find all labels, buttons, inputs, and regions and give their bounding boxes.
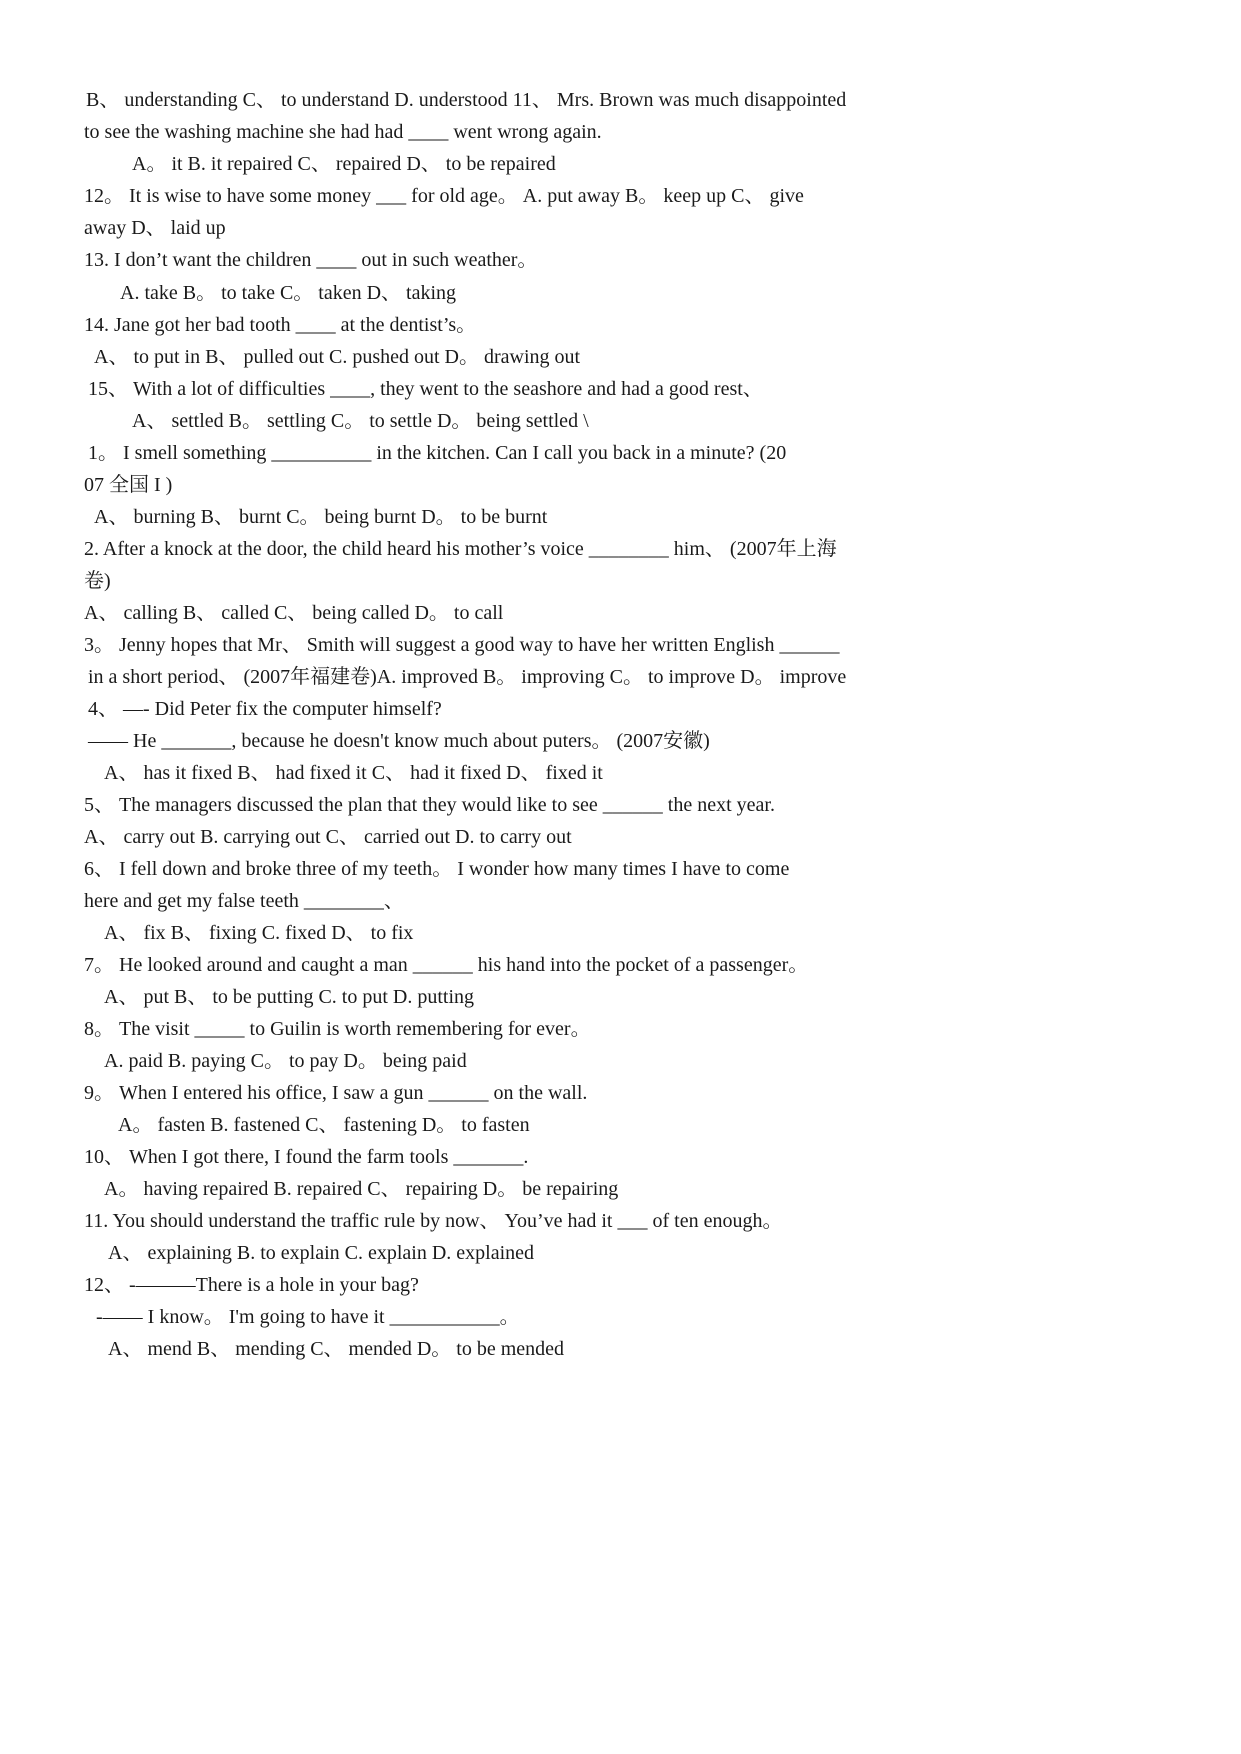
text-line: here and get my false teeth ________、 xyxy=(84,890,404,912)
question-line: 10、 When I got there, I found the farm tools _______. xyxy=(84,1146,529,1168)
question-line: 14. Jane got her bad tooth ____ at the dentist’s。 xyxy=(84,314,477,336)
options-line: A。 it B. it repaired C、 repaired D、 to be repaired xyxy=(132,153,556,175)
question-line: 9。 When I entered his office, I saw a gun ______ on the wall. xyxy=(84,1082,588,1104)
options-line: A、 calling B、 called C、 being called D。 to call xyxy=(84,602,504,624)
question-line: 15、 With a lot of difficulties ____, they went to the seashore and had a good rest、 xyxy=(88,378,763,400)
options-line: A. paid B. paying C。 to pay D。 being paid xyxy=(104,1050,467,1072)
options-line: A、 mend B、 mending C、 mended D。 to be mended xyxy=(108,1338,565,1360)
text-line: 卷) xyxy=(84,570,111,592)
question-line: 11. You should understand the traffic rule by now、 You’ve had it ___ of ten enough。 xyxy=(84,1210,783,1232)
question-line: 8。 The visit _____ to Guilin is worth remembering for ever。 xyxy=(84,1018,591,1040)
question-line: 3。 Jenny hopes that Mr、 Smith will suggest a good way to have her written English ______ xyxy=(84,634,840,656)
question-line: 12、 -———There is a hole in your bag? xyxy=(84,1274,419,1296)
options-line: A. take B。 to take C。 taken D、 taking xyxy=(120,282,457,304)
options-line: A、 carry out B. carrying out C、 carried out D. to carry out xyxy=(84,826,572,848)
text-line: to see the washing machine she had had ____ went wrong again. xyxy=(84,121,602,143)
options-line: A。 having repaired B. repaired C、 repairing D。 be repairing xyxy=(104,1178,619,1200)
question-line: 1。 I smell something __________ in the kitchen. Can I call you back in a minute? (20 xyxy=(88,442,787,464)
question-line: 5、 The managers discussed the plan that they would like to see ______ the next year. xyxy=(84,794,775,816)
question-line: 13. I don’t want the children ____ out in such weather。 xyxy=(84,249,538,271)
options-line: A、 put B、 to be putting C. to put D. putting xyxy=(104,986,475,1008)
text-line: -—— I know。 I'm going to have it ___________。 xyxy=(96,1306,520,1328)
options-line: A。 fasten B. fastened C、 fastening D。 to fasten xyxy=(118,1114,530,1136)
text-line: B、 understanding C、 to understand D. understood 11、 Mrs. Brown was much disappointed xyxy=(86,89,847,111)
text-line: in a short period、 (2007年福建卷)A. improved B。 improving C。 to improve D。 improve xyxy=(88,666,847,688)
question-line: 2. After a knock at the door, the child heard his mother’s voice ________ him、 (2007年上海 xyxy=(84,538,837,560)
question-line: 7。 He looked around and caught a man ______ his hand into the pocket of a passenger。 xyxy=(84,954,809,976)
question-line: 4、 —- Did Peter fix the computer himself? xyxy=(88,698,442,720)
options-line: A、 has it fixed B、 had fixed it C、 had it fixed D、 fixed it xyxy=(104,762,603,784)
options-line: A、 to put in B、 pulled out C. pushed out D。 drawing out xyxy=(94,346,581,368)
question-line: 12。 It is wise to have some money ___ for old age。 A. put away B。 keep up C、 give xyxy=(84,185,804,207)
question-line: 6、 I fell down and broke three of my teeth。 I wonder how many times I have to come xyxy=(84,858,790,880)
text-line: 07 全国 I ) xyxy=(84,474,173,496)
options-line: A、 fix B、 fixing C. fixed D、 to fix xyxy=(104,922,414,944)
options-line: A、 settled B。 settling C。 to settle D。 being settled \ xyxy=(132,410,589,432)
options-line: A、 explaining B. to explain C. explain D. explained xyxy=(108,1242,535,1264)
options-line: A、 burning B、 burnt C。 being burnt D。 to be burnt xyxy=(94,506,548,528)
text-line: away D、 laid up xyxy=(84,217,226,239)
text-line: —— He _______, because he doesn't know much about puters。 (2007安徽) xyxy=(88,730,710,752)
